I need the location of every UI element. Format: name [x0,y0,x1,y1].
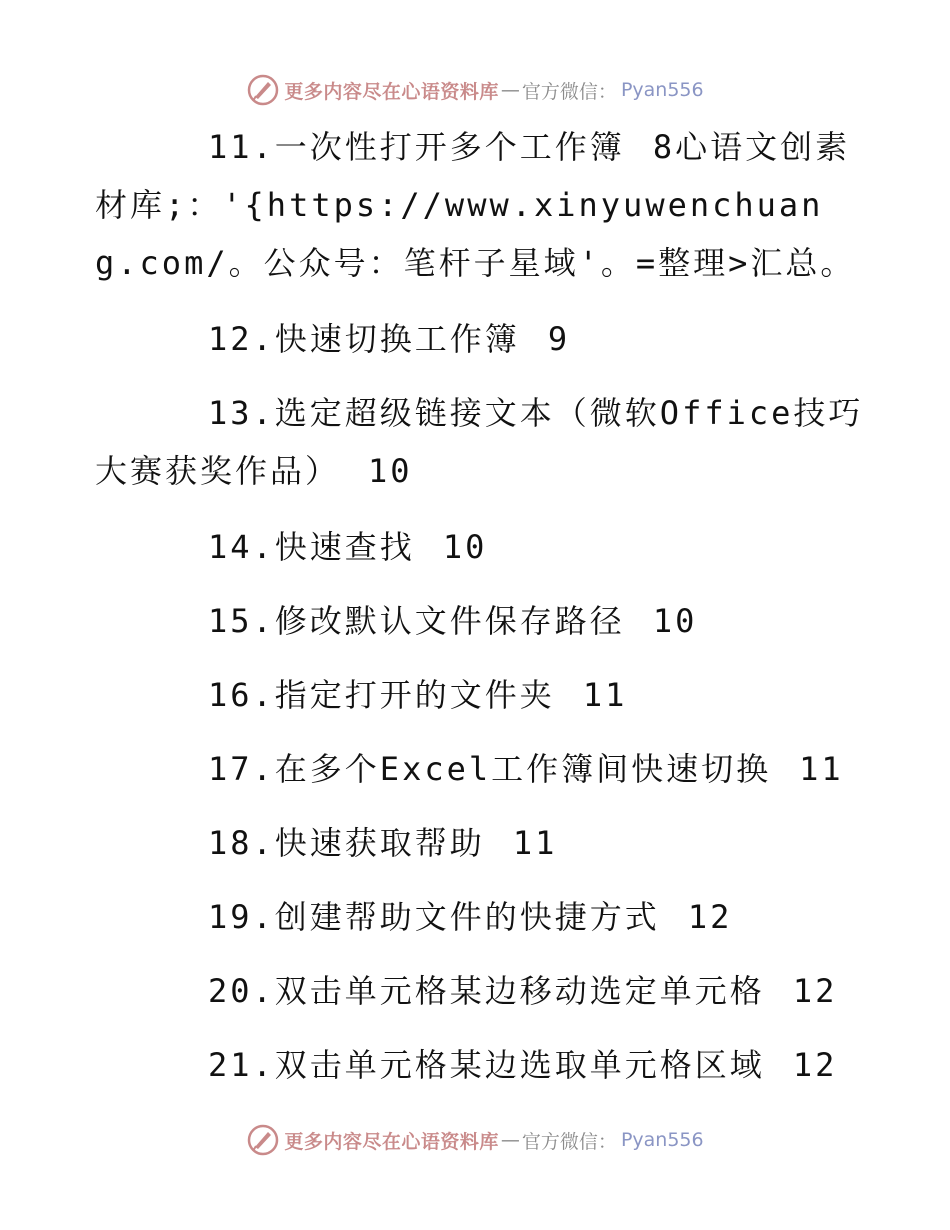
toc-entry-title: 21.双击单元格某边选取单元格区域 [208,1046,765,1084]
quill-pen-logo-icon [246,73,280,107]
toc-entry-20 [95,962,865,1020]
brand-text: 更多内容尽在心语资料库 [284,1130,499,1153]
toc-entry-page: 10 [652,602,698,640]
toc-entry-page: 10 [368,452,413,490]
toc-entry-16 [95,666,865,724]
toc-entry-13 [95,384,865,500]
brand-text: 更多内容尽在心语资料库 [284,80,499,103]
toc-entry-15 [95,592,865,650]
toc-entry-page: 12 [792,972,838,1010]
toc-entry-page: 10 [442,528,488,566]
toc-entry-title: 16.指定打开的文件夹 [208,676,555,714]
toc-entry-14 [95,518,865,576]
toc-entry-12 [95,310,865,368]
header-watermark-banner [0,70,950,110]
quill-pen-logo-icon [246,1123,280,1157]
toc-entry-page: 9 [547,320,571,358]
toc-entry-page: 12 [792,1046,838,1084]
toc-entry-page: 12 [687,898,733,936]
wechat-id: Pyan556 [620,1129,704,1151]
toc-entry-title: 12.快速切换工作簿 [208,320,520,358]
official-wechat-label: 官方微信： [521,1130,617,1153]
toc-body [95,118,865,1110]
toc-entry-17 [95,740,865,798]
banner-separator: — [500,79,520,101]
toc-entry-page: 8 [652,128,676,166]
wechat-id: Pyan556 [620,79,704,101]
toc-entry-title: 20.双击单元格某边移动选定单元格 [208,972,765,1010]
footer-watermark-banner [0,1120,950,1160]
toc-entry-title: 15.修改默认文件保存路径 [208,602,625,640]
toc-entry-page: 11 [582,676,628,714]
toc-entry-title: 17.在多个Excel工作簿间快速切换 [208,750,772,788]
toc-entry-title: 18.快速获取帮助 [208,824,485,862]
toc-entry-page: 11 [512,824,558,862]
toc-entry-page: 11 [799,750,844,788]
toc-entry-title: 13.选定超级链接文本（微软Office技巧大赛获奖作品） [95,394,864,490]
toc-entry-19 [95,888,865,946]
banner-separator: — [500,1129,520,1151]
toc-entry-11 [95,118,865,292]
toc-entry-title: 14.快速查找 [208,528,415,566]
toc-entry-21 [95,1036,865,1094]
watermark-inline-text: 心语文创素材库;：'{https://www.xinyuwenchuang.com/。公众号：笔杆子星域'。=整理>汇总。 [95,128,856,282]
toc-entry-18 [95,814,865,872]
official-wechat-label: 官方微信： [521,80,617,103]
toc-entry-title: 11.一次性打开多个工作簿 [208,128,625,166]
toc-entry-title: 19.创建帮助文件的快捷方式 [208,898,660,936]
